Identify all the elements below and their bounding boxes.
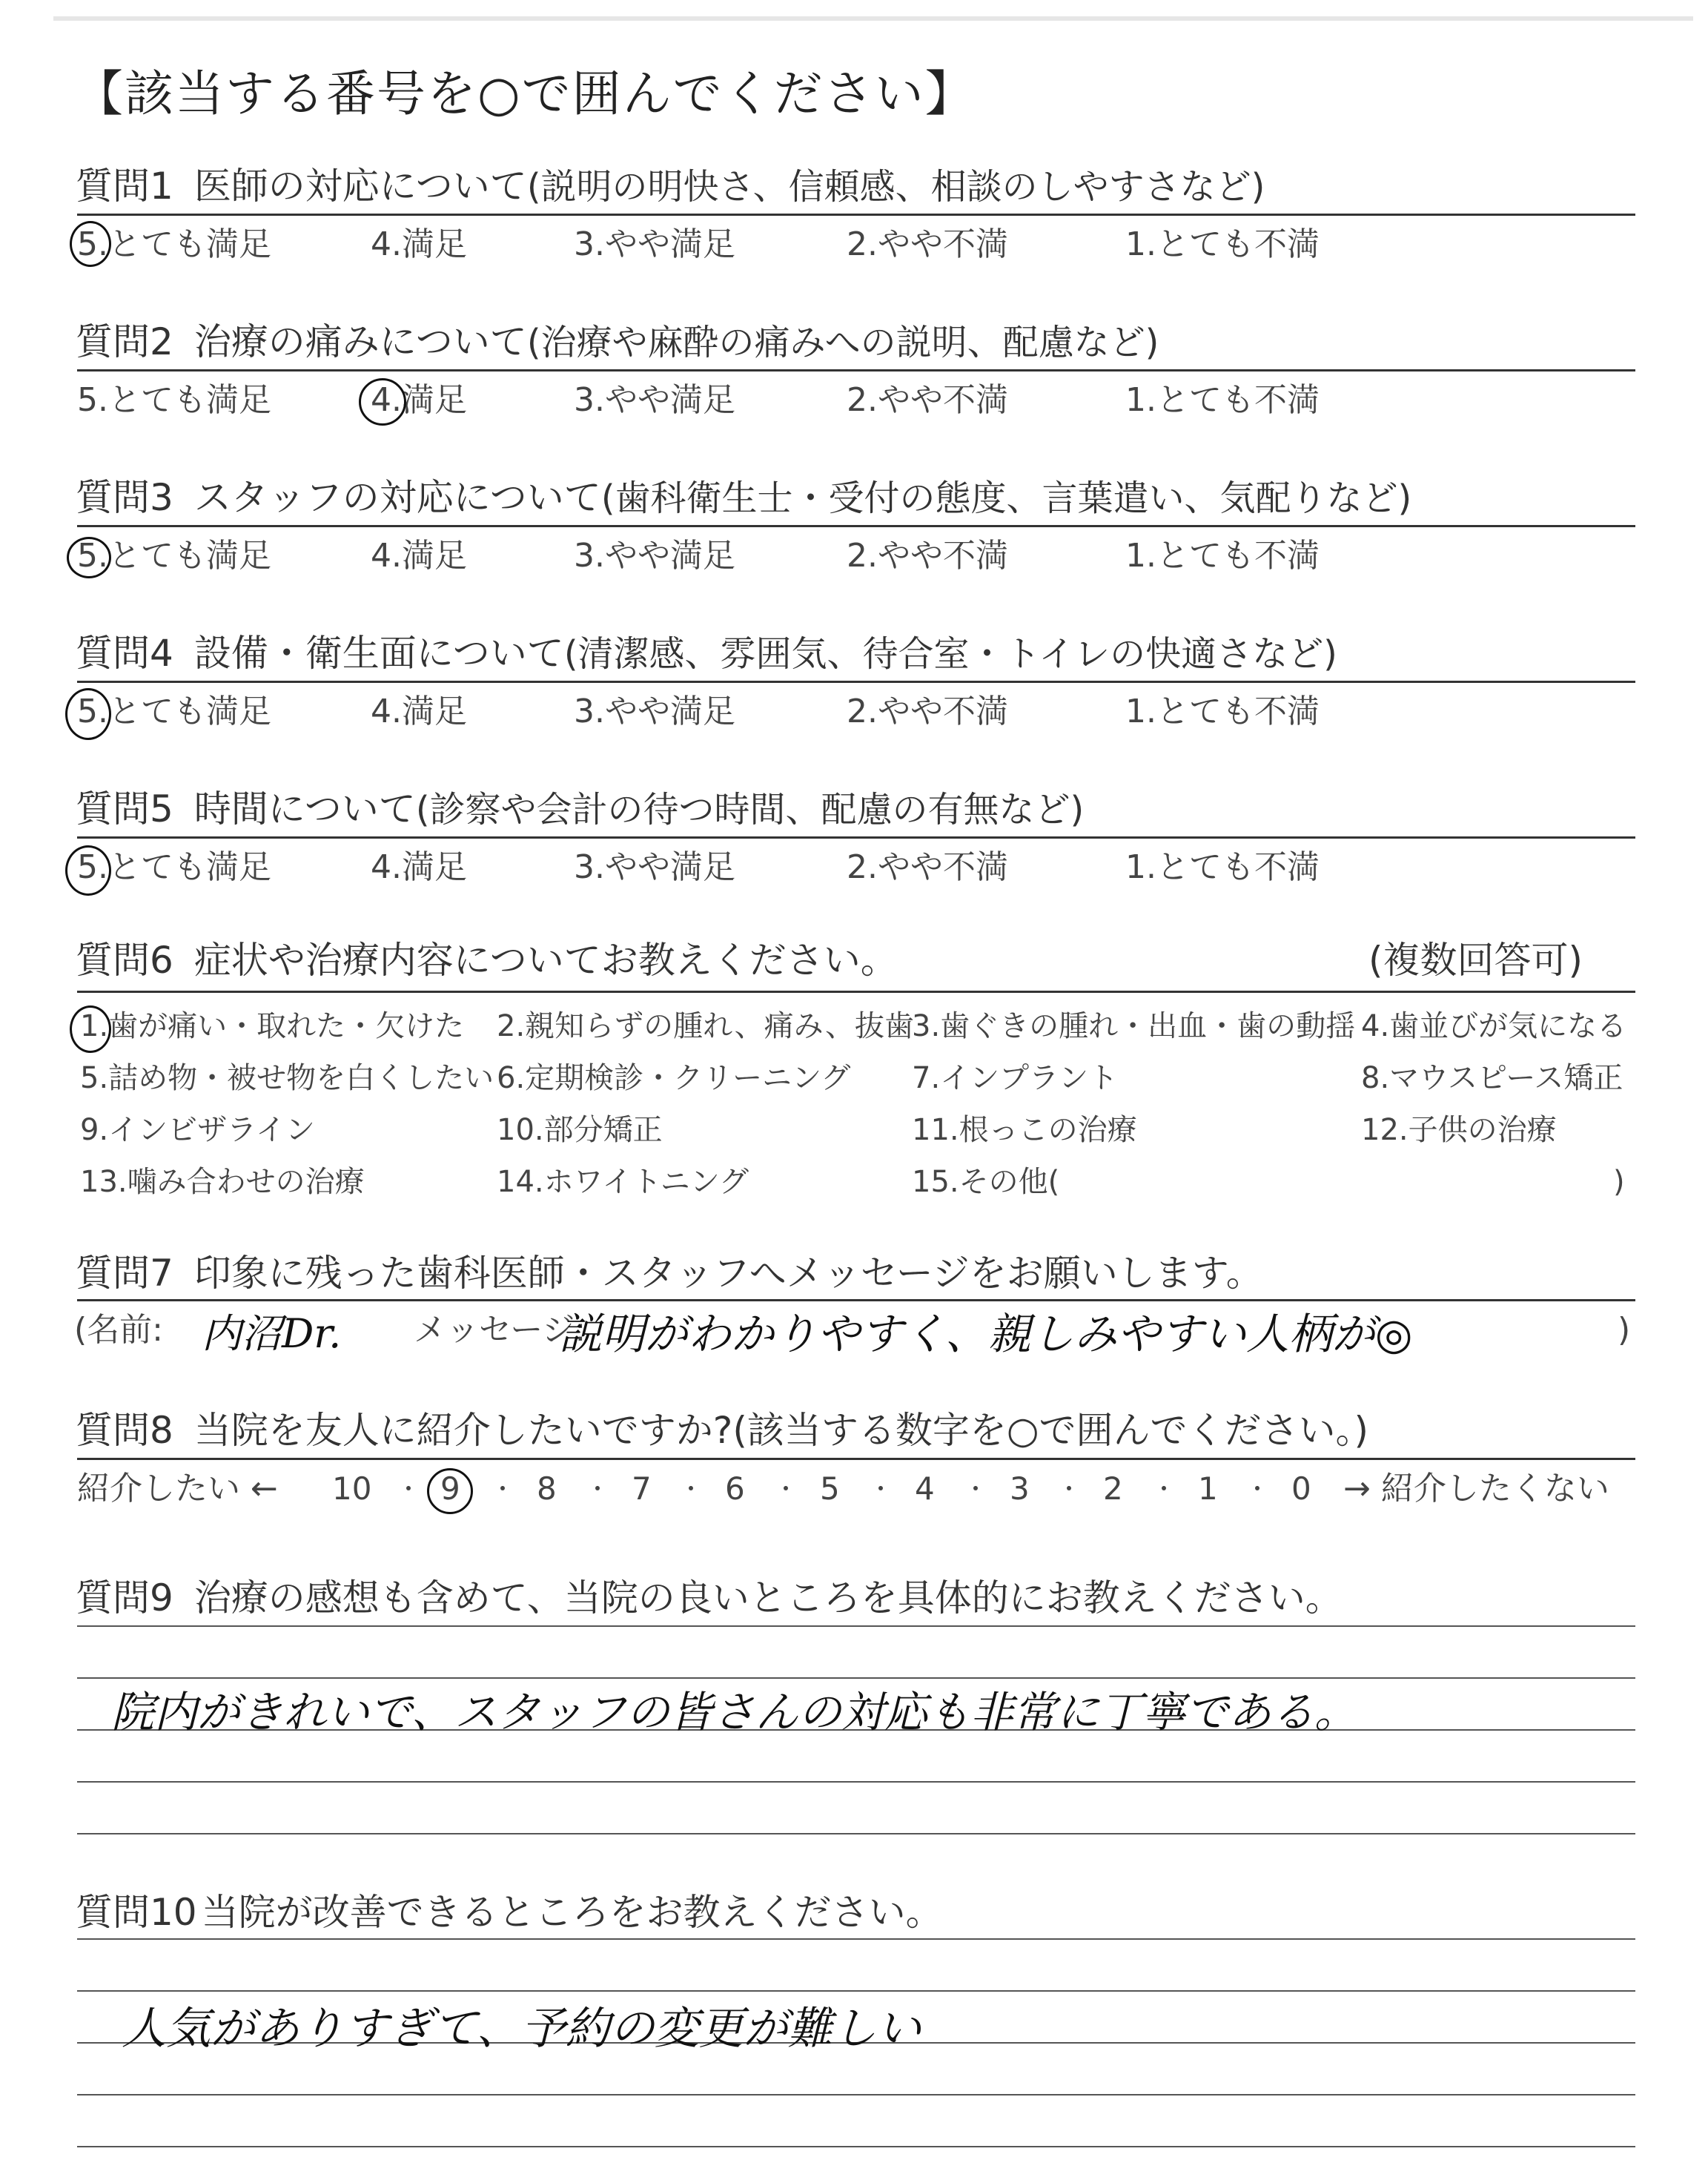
q3-option-5[interactable]: 5.とても満足 (77, 537, 271, 575)
q6-item-12[interactable]: 12.子供の治療 (1361, 1113, 1557, 1147)
q6-item-10[interactable]: 10.部分矯正 (497, 1113, 663, 1147)
q5-selection-circle (65, 845, 111, 896)
question-1-rule (77, 214, 1635, 216)
q8-left-label: 紹介したい ← (77, 1470, 278, 1507)
q1-option-3[interactable]: 3.やや満足 (574, 225, 735, 263)
q5-option-4[interactable]: 4.満足 (371, 848, 467, 886)
q8-separator: ・ (397, 1475, 421, 1503)
q5-option-1[interactable]: 1.とても不満 (1125, 848, 1320, 886)
q8-separator: ・ (679, 1475, 704, 1503)
question-8-rule (77, 1458, 1635, 1460)
q3-option-1[interactable]: 1.とても不満 (1125, 537, 1320, 575)
q7-name-label: (名前: (74, 1311, 163, 1349)
q2-option-5[interactable]: 5.とても満足 (77, 381, 271, 419)
q10-answer-line (77, 1938, 1635, 1940)
question-6-rule (77, 991, 1635, 993)
q6-item-15[interactable]: 15.その他( (912, 1165, 1060, 1199)
q7-close-paren: ) (1618, 1311, 1631, 1349)
q8-right-label: → 紹介したくない (1343, 1470, 1609, 1507)
q10-answer-line (77, 2146, 1635, 2147)
q6-item-8[interactable]: 8.マウスピース矯正 (1361, 1061, 1623, 1095)
q2-option-2[interactable]: 2.やや不満 (847, 381, 1008, 419)
q8-score-7[interactable]: 7 (632, 1470, 652, 1507)
q10-answer-line (77, 1990, 1635, 1992)
q8-separator: ・ (491, 1475, 515, 1503)
q3-option-3[interactable]: 3.やや満足 (574, 537, 735, 575)
q4-option-5[interactable]: 5.とても満足 (77, 693, 271, 730)
q3-option-2[interactable]: 2.やや不満 (847, 537, 1008, 575)
q8-score-10[interactable]: 10 (332, 1470, 372, 1507)
q6-item-4[interactable]: 4.歯並びが気になる (1361, 1009, 1627, 1043)
q8-score-6[interactable]: 6 (725, 1470, 745, 1507)
q6-selection-circle (70, 1005, 111, 1053)
q10-answer[interactable]: 人気がありすぎて、予約の変更が難しい (122, 2003, 921, 2055)
question-8-title: 質問8 当院を友人に紹介したいですか?(該当する数字を○で囲んでください。) (76, 1409, 1368, 1452)
q8-selection-circle (427, 1468, 473, 1514)
q4-option-4[interactable]: 4.満足 (371, 693, 467, 730)
q8-score-9[interactable]: 9 (440, 1470, 460, 1507)
q3-selection-circle (67, 537, 111, 578)
q1-option-2[interactable]: 2.やや不満 (847, 225, 1008, 263)
question-3-rule (77, 525, 1635, 527)
q1-option-1[interactable]: 1.とても不満 (1125, 225, 1320, 263)
question-1-title: 質問1 医師の対応について(説明の明快さ、信頼感、相談のしやすさなど) (76, 165, 1265, 208)
question-6-note: (複数回答可) (1368, 939, 1583, 982)
q10-answer-line (77, 2094, 1635, 2095)
q4-option-1[interactable]: 1.とても不満 (1125, 693, 1320, 730)
question-4-title: 質問4 設備・衛生面について(清潔感、雰囲気、待合室・トイレの快適さなど) (76, 632, 1337, 675)
question-3-title: 質問3 スタッフの対応について(歯科衛生士・受付の態度、言葉遣い、気配りなど) (76, 476, 1412, 519)
q2-option-1[interactable]: 1.とても不満 (1125, 381, 1320, 419)
q6-item-2[interactable]: 2.親知らずの腫れ、痛み、抜歯 (497, 1009, 914, 1043)
q8-separator: ・ (774, 1475, 798, 1503)
q7-name-answer[interactable]: 内沼Dr. (202, 1310, 342, 1357)
q2-option-4[interactable]: 4.満足 (371, 381, 467, 419)
q6-item-1[interactable]: 1.歯が痛い・取れた・欠けた (80, 1009, 465, 1043)
q6-item-14[interactable]: 14.ホワイトニング (497, 1165, 749, 1199)
q5-option-2[interactable]: 2.やや不満 (847, 848, 1008, 886)
q8-score-2[interactable]: 2 (1103, 1470, 1123, 1507)
q5-option-3[interactable]: 3.やや満足 (574, 848, 735, 886)
q8-score-4[interactable]: 4 (915, 1470, 935, 1507)
q4-selection-circle (65, 688, 111, 740)
q6-item-11[interactable]: 11.根っこの治療 (912, 1113, 1137, 1147)
q1-option-5[interactable]: 5.とても満足 (77, 225, 271, 263)
q9-answer[interactable]: 院内がきれいで、スタッフの皆さんの対応も非常に丁寧である。 (111, 1687, 1357, 1737)
q8-score-8[interactable]: 8 (537, 1470, 557, 1507)
q8-score-0[interactable]: 0 (1291, 1470, 1311, 1507)
q2-option-3[interactable]: 3.やや満足 (574, 381, 735, 419)
q8-separator: ・ (586, 1475, 610, 1503)
q8-score-3[interactable]: 3 (1010, 1470, 1030, 1507)
q7-message-label: メッセージ: (414, 1311, 586, 1349)
q6-item-9[interactable]: 9.インビザライン (80, 1113, 315, 1147)
q6-item-13[interactable]: 13.噛み合わせの治療 (80, 1165, 365, 1199)
q9-answer-line (77, 1781, 1635, 1783)
q5-option-5[interactable]: 5.とても満足 (77, 848, 271, 886)
q6-item-15-close: ) (1613, 1165, 1625, 1199)
question-10-title: 質問10 当院が改善できるところをお教えください。 (76, 1891, 943, 1934)
q8-separator: ・ (964, 1475, 988, 1503)
q8-separator: ・ (1245, 1475, 1270, 1503)
q6-item-3[interactable]: 3.歯ぐきの腫れ・出血・歯の動揺 (912, 1009, 1356, 1043)
q6-item-5[interactable]: 5.詰め物・被せ物を白くしたい (80, 1061, 494, 1095)
q8-separator: ・ (1152, 1475, 1176, 1503)
q7-message-answer[interactable]: 説明がわかりやすく、親しみやすい人柄が◎ (559, 1309, 1413, 1359)
q4-option-3[interactable]: 3.やや満足 (574, 693, 735, 730)
question-6-title: 質問6 症状や治療内容についてお教えください。 (76, 939, 898, 982)
question-2-title: 質問2 治療の痛みについて(治療や麻酔の痛みへの説明、配慮など) (76, 320, 1159, 363)
q8-score-5[interactable]: 5 (820, 1470, 840, 1507)
q6-item-7[interactable]: 7.インプラント (912, 1061, 1119, 1095)
q8-separator: ・ (1057, 1475, 1082, 1503)
question-9-title: 質問9 治療の感想も含めて、当院の良いところを具体的にお教えください。 (76, 1576, 1343, 1619)
q1-selection-circle (70, 221, 111, 267)
question-4-rule (77, 681, 1635, 683)
question-7-title: 質問7 印象に残った歯科医師・スタッフへメッセージをお願いします。 (76, 1252, 1263, 1295)
q1-option-4[interactable]: 4.満足 (371, 225, 467, 263)
q8-score-1[interactable]: 1 (1198, 1470, 1218, 1507)
q9-answer-line (77, 1833, 1635, 1834)
question-5-title: 質問5 時間について(診察や会計の待つ時間、配慮の有無など) (76, 787, 1085, 830)
q3-option-4[interactable]: 4.満足 (371, 537, 467, 575)
q4-option-2[interactable]: 2.やや不満 (847, 693, 1008, 730)
q6-item-6[interactable]: 6.定期検診・クリーニング (497, 1061, 851, 1095)
question-5-rule (77, 836, 1635, 839)
q9-answer-line (77, 1625, 1635, 1627)
q2-selection-circle (359, 378, 406, 426)
top-border (53, 16, 1693, 21)
page-title: 【該当する番号を○で囲んでください】 (74, 65, 976, 122)
q8-separator: ・ (869, 1475, 893, 1503)
question-2-rule (77, 369, 1635, 371)
